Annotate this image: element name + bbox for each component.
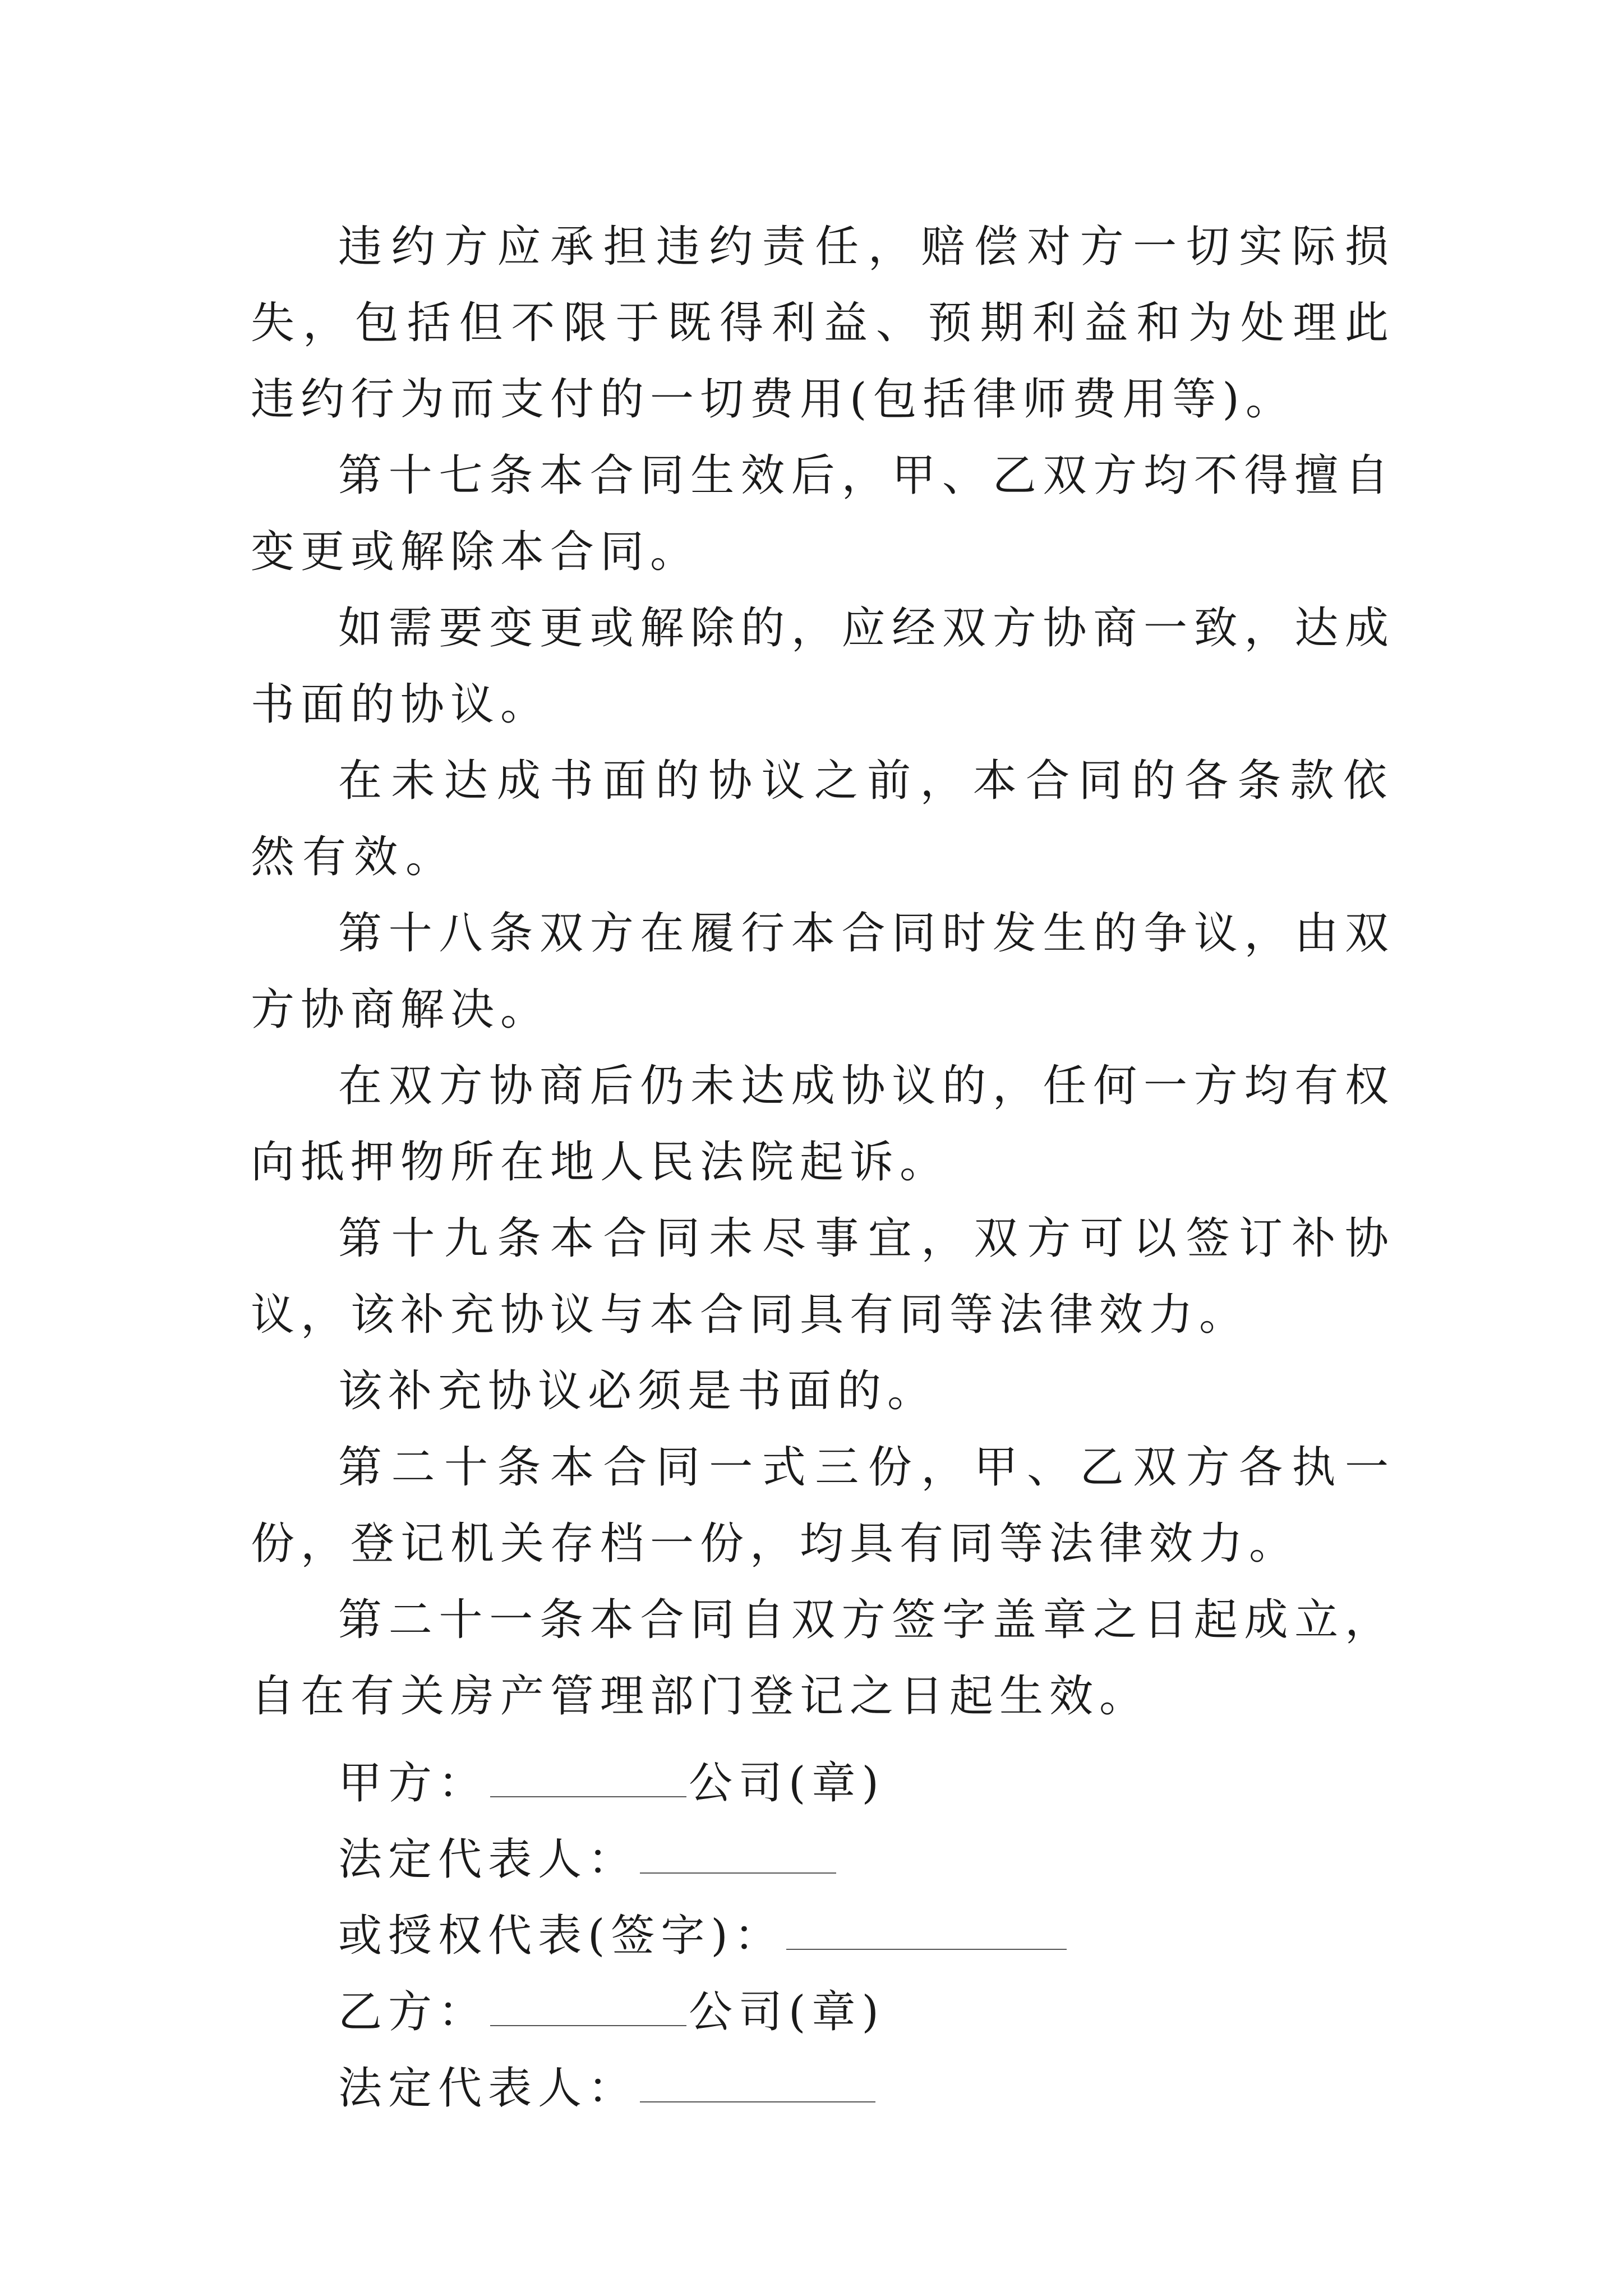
party-b-suffix: 公司(章) — [689, 1987, 885, 2037]
party-a-auth-label: 或授权代表(签字)： — [338, 1911, 784, 1961]
party-a-auth-blank[interactable] — [786, 1915, 1067, 1950]
party-a-company-blank[interactable] — [490, 1763, 686, 1797]
signature-party-a-representative — [251, 1811, 1395, 1887]
paragraph-article-18: 第十八条双方在履行本合同时发生的争议，由双方协商解决。 — [251, 908, 1395, 1035]
paragraph-modification: 如需要变更或解除的，应经双方协商一致，达成书面的协议。 — [251, 603, 1395, 730]
party-b-rep-blank[interactable] — [640, 2068, 875, 2102]
paragraph-article-17: 第十七条本合同生效后，甲、乙双方均不得擅自变更或解除本合同。 — [251, 450, 1395, 577]
signature-party-a — [251, 1734, 1395, 1811]
party-a-rep-blank[interactable] — [640, 1839, 836, 1874]
paragraph-article-20: 第二十条本合同一式三份，甲、乙双方各执一份，登记机关存档一份，均具有同等法律效力。 — [251, 1442, 1395, 1569]
paragraph-breach-liability: 违约方应承担违约责任，赔偿对方一切实际损失，包括但不限于既得利益、预期利益和为处理此违约行为而支付的一切费用(包括律师费用等)。 — [251, 222, 1395, 425]
party-b-rep-label: 法定代表人： — [338, 2063, 638, 2114]
paragraph-article-21: 第二十一条本合同自双方签字盖章之日起成立，自在有关房产管理部门登记之日起生效。 — [251, 1595, 1395, 1722]
party-a-suffix: 公司(章) — [689, 1758, 885, 1809]
paragraph-written-supplement: 该补充协议必须是书面的。 — [338, 1366, 938, 1416]
signature-party-b — [251, 1963, 1395, 2040]
signature-party-b-representative — [251, 2040, 1395, 2116]
party-b-company-blank[interactable] — [490, 1991, 686, 2026]
contract-body — [251, 209, 1395, 2116]
party-a-rep-label: 法定代表人： — [338, 1834, 638, 1885]
paragraph-validity: 在未达成书面的协议之前，本合同的各条款依然有效。 — [251, 756, 1395, 882]
party-a-label: 甲方： — [338, 1758, 488, 1809]
party-b-label: 乙方： — [338, 1987, 488, 2037]
paragraph-article-19: 第十九条本合同未尽事宜，双方可以签订补协议，该补充协议与本合同具有同等法律效力。 — [251, 1213, 1395, 1340]
signature-party-a-authorized — [251, 1887, 1395, 1963]
paragraph-litigation: 在双方协商后仍未达成协议的，任何一方均有权向抵押物所在地人民法院起诉。 — [251, 1061, 1395, 1188]
